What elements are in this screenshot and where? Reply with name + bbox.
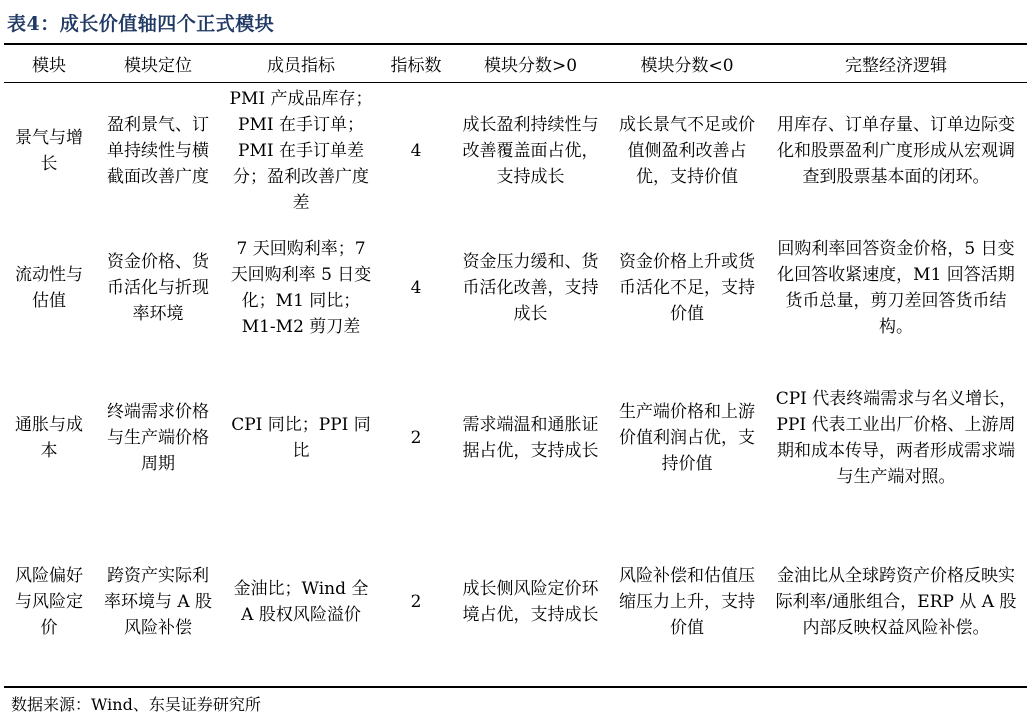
score-negative-cell: 生产端价格和上游价值利润占优，支持价值 <box>619 402 755 474</box>
economic-logic-cell: 用库存、订单存量、订单边际变化和股票盈利广度形成从宏观调查到股票基本面的闭环。 <box>777 114 1015 187</box>
table-title: 表4：成长价值轴四个正式模块 <box>7 13 275 35</box>
score-positive-cell: 需求端温和通胀证据占优，支持成长 <box>462 415 599 461</box>
header-cell: 成员指标 <box>267 56 335 76</box>
source-note: 数据来源：Wind、东吴证券研究所 <box>11 695 261 714</box>
module-name-cell: 通胀与成本 <box>15 415 83 461</box>
score-negative-cell: 风险补偿和估值压缩压力上升，支持价值 <box>619 566 755 638</box>
economic-logic-cell: CPI 代表终端需求与名义增长，PPI 代表工业出厂价格、上游周期和成本传导，两者形成需求端与生产端对照。 <box>775 389 1017 487</box>
indicator-count-cell: 2 <box>410 592 422 612</box>
score-positive-cell: 成长侧风险定价环境占优，支持成长 <box>462 579 599 625</box>
header-cell: 模块定位 <box>124 56 192 76</box>
header-cell: 模块 <box>32 56 66 76</box>
economic-logic-cell: 回购利率回答资金价格，5 日变化回答收紧速度，M1 回答活期货币总量，剪刀差回答货币结构。 <box>777 238 1015 337</box>
score-negative-cell: 资金价格上升或货币活化不足，支持价值 <box>619 251 755 324</box>
table-row <box>4 520 1027 684</box>
module-position-cell: 终端需求价格与生产端价格周期 <box>107 402 209 474</box>
indicator-count-cell: 2 <box>410 428 422 448</box>
bottom-rule <box>4 686 1027 688</box>
table-row <box>4 219 1027 356</box>
member-indicators-cell: 7 天回购利率；7 天回购利率 5 日变化；M1 同比；M1-M2 剪刀差 <box>230 238 372 337</box>
header-cell: 指标数 <box>390 56 442 76</box>
table-row <box>4 82 1027 219</box>
indicator-count-cell: 4 <box>410 140 422 161</box>
module-name-cell: 流动性与估值 <box>15 264 83 311</box>
module-name-cell: 景气与增长 <box>15 127 83 174</box>
module-position-cell: 盈利景气、订单持续性与横截面改善广度 <box>107 114 209 187</box>
score-negative-cell: 成长景气不足或价值侧盈利改善占优，支持价值 <box>619 114 755 187</box>
score-positive-cell: 资金压力缓和、货币活化改善，支持成长 <box>462 251 599 324</box>
header-cell: 模块分数<0 <box>640 56 734 76</box>
indicator-count-cell: 4 <box>410 277 422 298</box>
economic-logic-cell: 金油比从全球跨资产价格反映实际利率/通胀组合，ERP 从 A 股内部反映权益风险补偿。 <box>775 566 1017 638</box>
member-indicators-cell: PMI 产成品库存；PMI 在手订单；PMI 在手订单差分；盈利改善广度差 <box>229 88 373 213</box>
table-header-row <box>4 45 1027 82</box>
header-cell: 模块分数>0 <box>483 56 578 76</box>
module-position-cell: 资金价格、货币活化与折现率环境 <box>107 251 209 324</box>
score-positive-cell: 成长盈利持续性与改善覆盖面占优，支持成长 <box>462 114 599 187</box>
member-indicators-cell: CPI 同比；PPI 同比 <box>231 415 371 461</box>
header-cell: 完整经济逻辑 <box>845 56 947 76</box>
table-row <box>4 356 1027 520</box>
module-position-cell: 跨资产实际利率环境与 A 股风险补偿 <box>103 566 213 638</box>
modules-table <box>4 45 1027 684</box>
member-indicators-cell: 金油比；Wind 全 A 股权风险溢价 <box>233 579 369 625</box>
module-name-cell: 风险偏好与风险定价 <box>15 566 83 638</box>
